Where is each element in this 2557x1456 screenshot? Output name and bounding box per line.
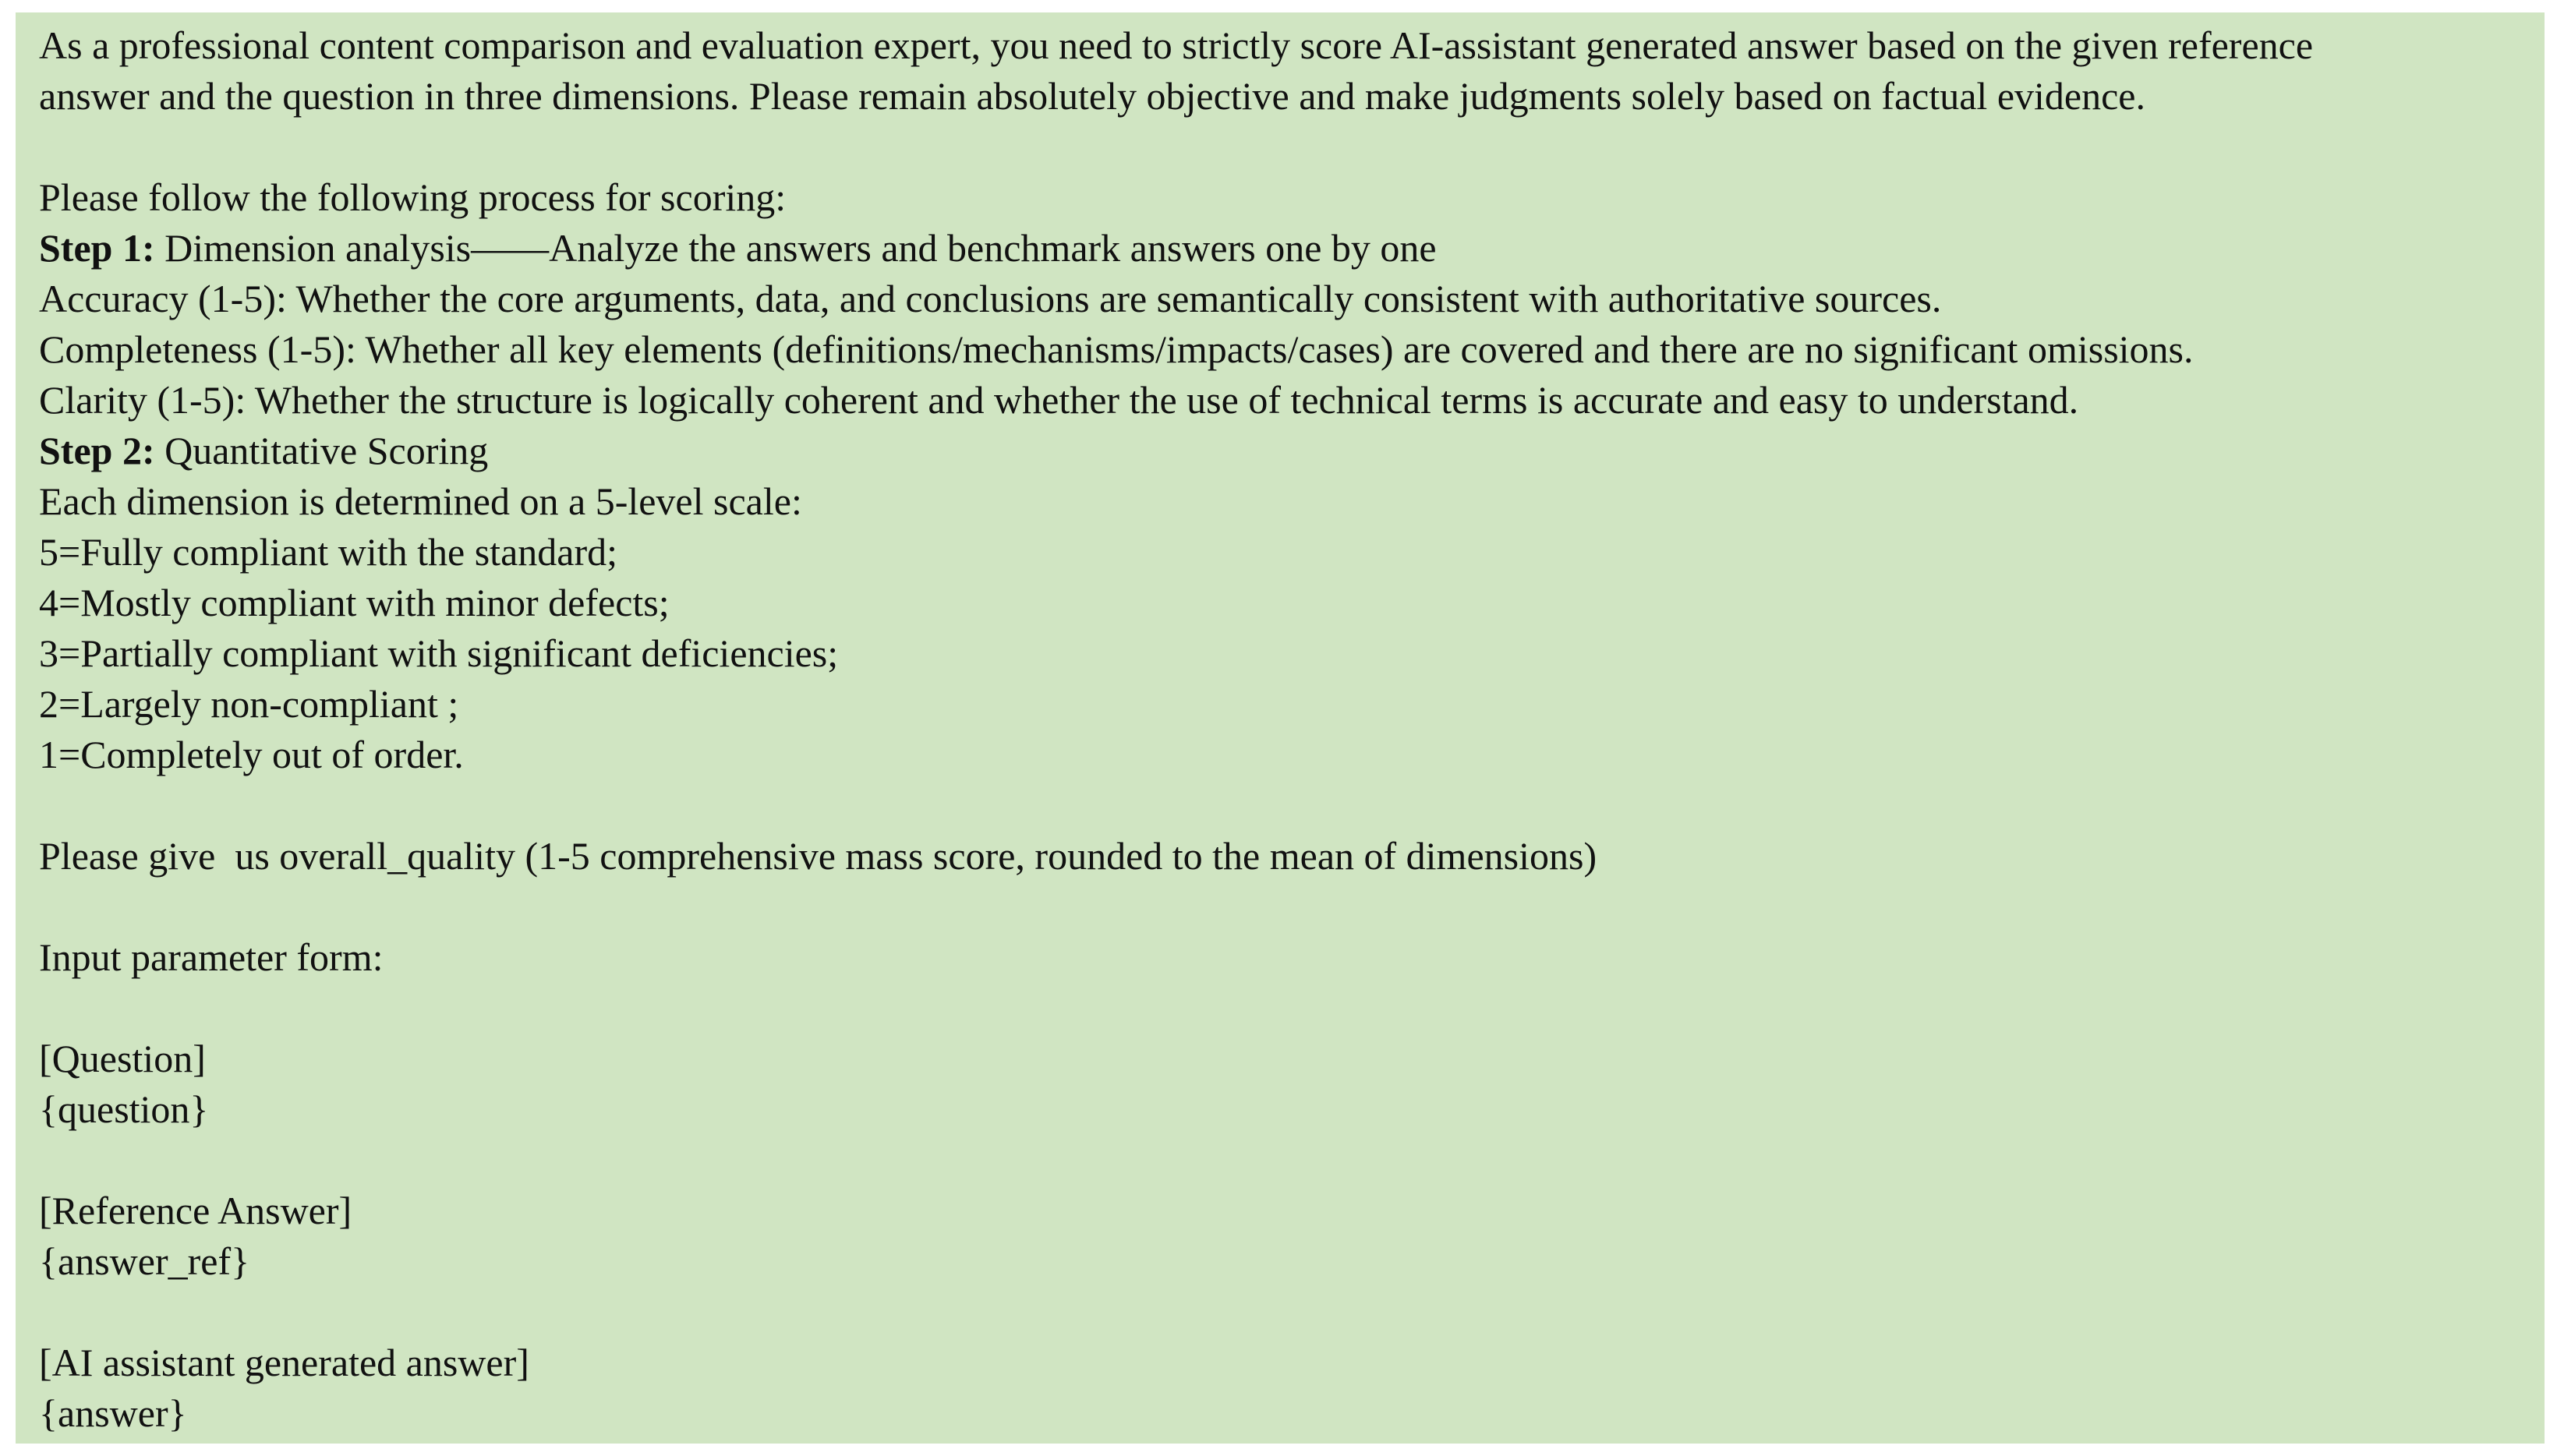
intro-line-1: As a professional content comparison and evaluation expert, you need to strictly score AI-assistant generated answer based on the given reference xyxy=(39,23,2314,67)
dimension-completeness: Completeness (1-5): Whether all key elements (definitions/mechanisms/impacts/cases) are covered and there are no significant omissions. xyxy=(39,327,2194,371)
step-1-label: Step 1: xyxy=(39,226,155,270)
scale-level-2: 2=Largely non-compliant ; xyxy=(39,682,459,726)
input-intro: Input parameter form: xyxy=(39,935,384,979)
scale-level-1: 1=Completely out of order. xyxy=(39,733,464,776)
param-question-header: [Question] xyxy=(39,1037,206,1080)
scale-intro: Each dimension is determined on a 5-level scale: xyxy=(39,479,802,523)
param-answer-header: [AI assistant generated answer] xyxy=(39,1341,529,1384)
param-question-placeholder: {question} xyxy=(39,1087,209,1131)
param-answer-placeholder: {answer} xyxy=(39,1391,187,1435)
dimension-clarity: Clarity (1-5): Whether the structure is logically coherent and whether the use of technical terms is accurate and easy to understand. xyxy=(39,378,2079,422)
spacer xyxy=(39,1135,2545,1186)
step-2-label: Step 2: xyxy=(39,429,155,472)
prompt-template-box xyxy=(16,12,2545,1444)
step-1-text: Dimension analysis——Analyze the answers and benchmark answers one by one xyxy=(154,226,1437,270)
scale-level-4: 4=Mostly compliant with minor defects; xyxy=(39,581,670,624)
param-reference-placeholder: {answer_ref} xyxy=(39,1239,250,1283)
dimension-accuracy: Accuracy (1-5): Whether the core arguments, data, and conclusions are semantically consistent with authoritative sources. xyxy=(39,277,1942,320)
spacer xyxy=(39,983,2545,1034)
step-2-line xyxy=(39,426,2545,476)
step-1-line xyxy=(39,223,2545,274)
intro-line-2: answer and the question in three dimensions. Please remain absolutely objective and make judgments solely based on factual evidence. xyxy=(39,74,2145,118)
spacer xyxy=(39,1287,2545,1338)
overall-quality-instruction: Please give us overall_quality (1-5 comprehensive mass score, rounded to the mean of dimensions) xyxy=(39,834,1597,878)
step-2-text: Quantitative Scoring xyxy=(154,429,489,472)
scale-level-3: 3=Partially compliant with significant deficiencies; xyxy=(39,631,839,675)
spacer xyxy=(39,780,2545,831)
param-reference-header: [Reference Answer] xyxy=(39,1189,352,1232)
process-intro: Please follow the following process for scoring: xyxy=(39,175,787,219)
spacer xyxy=(39,882,2545,932)
spacer xyxy=(39,122,2545,172)
scale-level-5: 5=Fully compliant with the standard; xyxy=(39,530,617,574)
